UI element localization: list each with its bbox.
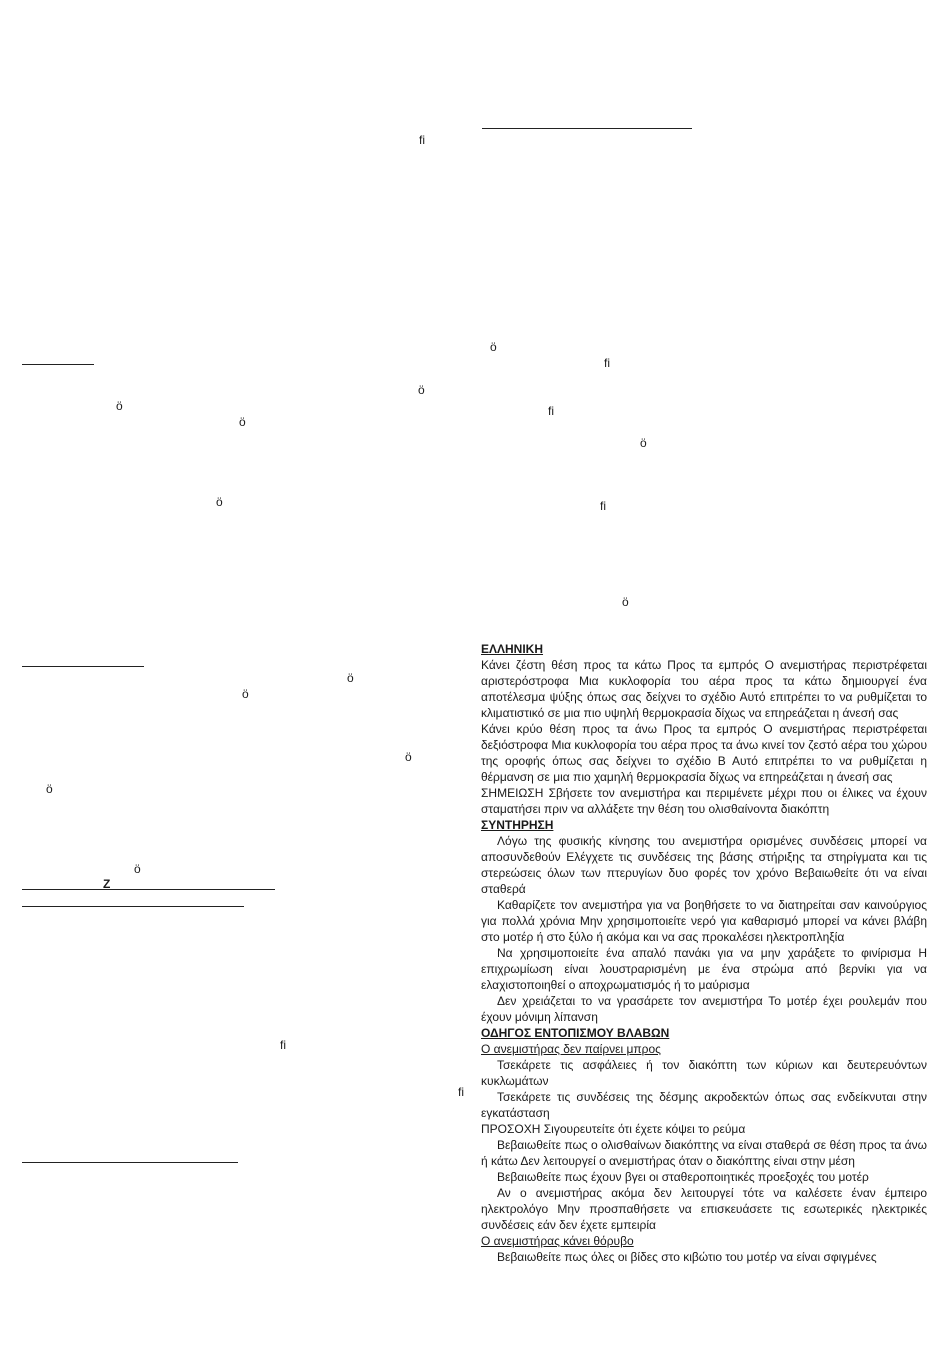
stray-glyph: fi (419, 133, 425, 147)
troubleshooting-caution: ΠΡΟΣΟΧΗ Σιγουρευτείτε ότι έχετε κόψει το ρεύμα (481, 1122, 746, 1136)
maintenance-paragraph-4: Δεν χρειάζεται το να γρασάρετε τον ανεμιστήρα Το μοτέρ έχει ρουλεμάν που έχουν μόνιμη λίπανση (481, 994, 927, 1024)
rule-left-3 (22, 889, 275, 890)
stray-glyph: fi (280, 1038, 286, 1052)
paragraph-warm: Κάνει ζέστη θέση προς τα κάτω Προς τα εμπρός Ο ανεμιστήρας περιστρέφεται αριστερόστροφα Μια κυκλοφορία του αέρα προς τα κάτω δημιουργεί ένα αποτέλεσμα ψύξης όπως σας δείχνει το σχέδιο Αυτό επιτρέπει το να ρυθμίζεται το κλιματιστικό σε μια πιο υψηλή θερμοκρασία δίχως να επηρεάζεται η άνεσή σας (481, 658, 927, 720)
rule-left-5 (22, 1162, 238, 1163)
troubleshooting-title: ΟΔΗΓΟΣ ΕΝΤΟΠΙΣΜΟΥ ΒΛΑΒΩΝ (481, 1026, 670, 1040)
stray-glyph: ö (46, 782, 53, 796)
troubleshooting-item-1: Τσεκάρετε τις ασφάλειες ή τον διακόπτη των κύριων και δευτερευόντων κυκλωμάτων (481, 1058, 927, 1088)
stray-glyph: ö (134, 862, 141, 876)
stray-glyph: ö (640, 436, 647, 450)
stray-glyph: ö (490, 340, 497, 354)
stray-glyph: fi (458, 1085, 464, 1099)
paragraph-note: ΣΗΜΕΙΩΣΗ Σβήσετε τον ανεμιστήρα και περιμένετε μέχρι που οι έλικες να έχουν σταματήσει πριν να αλλάξετε την θέση του ολισθαίνοντα διακόπτη (481, 786, 927, 816)
stray-glyph: ö (405, 750, 412, 764)
rule-top-right (482, 128, 692, 129)
maintenance-paragraph-1: Λόγω της φυσικής κίνησης του ανεμιστήρα ορισμένες συνδέσεις μπορεί να αποσυνδεθούν Ελέγχετε τις συνδέσεις της βάσης στήριξης τα στηρίγματα και τις στερεώσεις όλων των πτερυγίων δυο φορές τον χρόνο Βεβαιωθείτε ότι να είναι σταθερά (481, 834, 927, 896)
troubleshooting-subtitle-2: Ο ανεμιστήρας κάνει θόρυβο (481, 1234, 634, 1248)
greek-title: ΕΛΛΗΝΙΚΗ (481, 642, 544, 656)
stray-glyph: ö (216, 495, 223, 509)
troubleshooting-item-2: Τσεκάρετε τις συνδέσεις της δέσμης ακροδεκτών όπως σας ενδείκνυται στην εγκατάσταση (481, 1090, 927, 1120)
troubleshooting-item-5: Αν ο ανεμιστήρας ακόμα δεν λειτουργεί τότε να καλέσετε έναν έμπειρο ηλεκτρολόγο Μην προσπαθήσετε να επισκευάσετε τις εσωτερικές ηλεκτρικές συνδέσεις εάν δεν έχετε εμπειρία (481, 1186, 927, 1232)
troubleshooting-subtitle-1: Ο ανεμιστήρας δεν παίρνει μπρος (481, 1042, 661, 1056)
troubleshooting-item-3: Βεβαιωθείτε πως ο ολισθαίνων διακόπτης να είναι σταθερά σε θέση προς τα άνω ή κάτω Δεν λειτουργεί ο ανεμιστήρας όταν ο διακόπτης είναι στην μέση (481, 1138, 927, 1168)
maintenance-paragraph-2: Καθαρίζετε τον ανεμιστήρα για να βοηθήσετε το να διατηρείται σαν καινούργιος για πολλά χρόνια Μην χρησιμοποιείτε νερό για καθαρισμό μπορεί να κάνει βλάβη στο μοτέρ ή στο ξύλο ή ακόμα και να σας προκαλέσει ηλεκτροπληξία (481, 898, 927, 944)
stray-glyph: ö (242, 687, 249, 701)
troubleshooting-item-6: Βεβαιωθείτε πως όλες οι βίδες στο κιβώτιο του μοτέρ να είναι σφιγμένες (497, 1250, 877, 1264)
rule-left-4 (22, 906, 244, 907)
greek-section (481, 641, 927, 1265)
paragraph-cool: Κάνει κρύο θέση προς τα άνω Προς τα εμπρός Ο ανεμιστήρας περιστρέφεται δεξιόστροφα Μια κυκλοφορία του αέρα προς τα άνω κινεί τον ζεστό αέρα του χώρου της οροφής όπως σας δείχνει το σχέδιο Β Αυτό επιτρέπει το να ρυθμίζεται η θέρμανση σε μια πιο χαμηλή θερμοκρασία δίχως να επηρεάζεται η άνεσή σας (481, 722, 927, 784)
rule-left-1 (22, 364, 94, 365)
stray-glyph: ö (418, 383, 425, 397)
troubleshooting-item-4: Βεβαιωθείτε πως έχουν βγει οι σταθεροποιητικές προεξοχές του μοτέρ (497, 1170, 869, 1184)
maintenance-paragraph-3: Να χρησιμοποιείτε ένα απαλό πανάκι για να μην χαράξετε το φινίρισμα Η επιχρωμίωση είναι λουστραρισμένη με ένα στρώμα από βερνίκι για να ελαχιστοποιηθεί ο αποχρωματισμός ή το μαύρισμα (481, 946, 927, 992)
stray-glyph: ö (239, 415, 246, 429)
stray-glyph: ö (347, 671, 354, 685)
maintenance-title: ΣΥΝΤΗΡΗΣΗ (481, 818, 554, 832)
stray-glyph: fi (604, 356, 610, 370)
stray-glyph: fi (600, 499, 606, 513)
stray-letter-z: Z (103, 877, 111, 891)
stray-glyph: ö (116, 399, 123, 413)
stray-glyph: ö (622, 595, 629, 609)
rule-left-2 (22, 666, 144, 667)
stray-glyph: fi (548, 404, 554, 418)
